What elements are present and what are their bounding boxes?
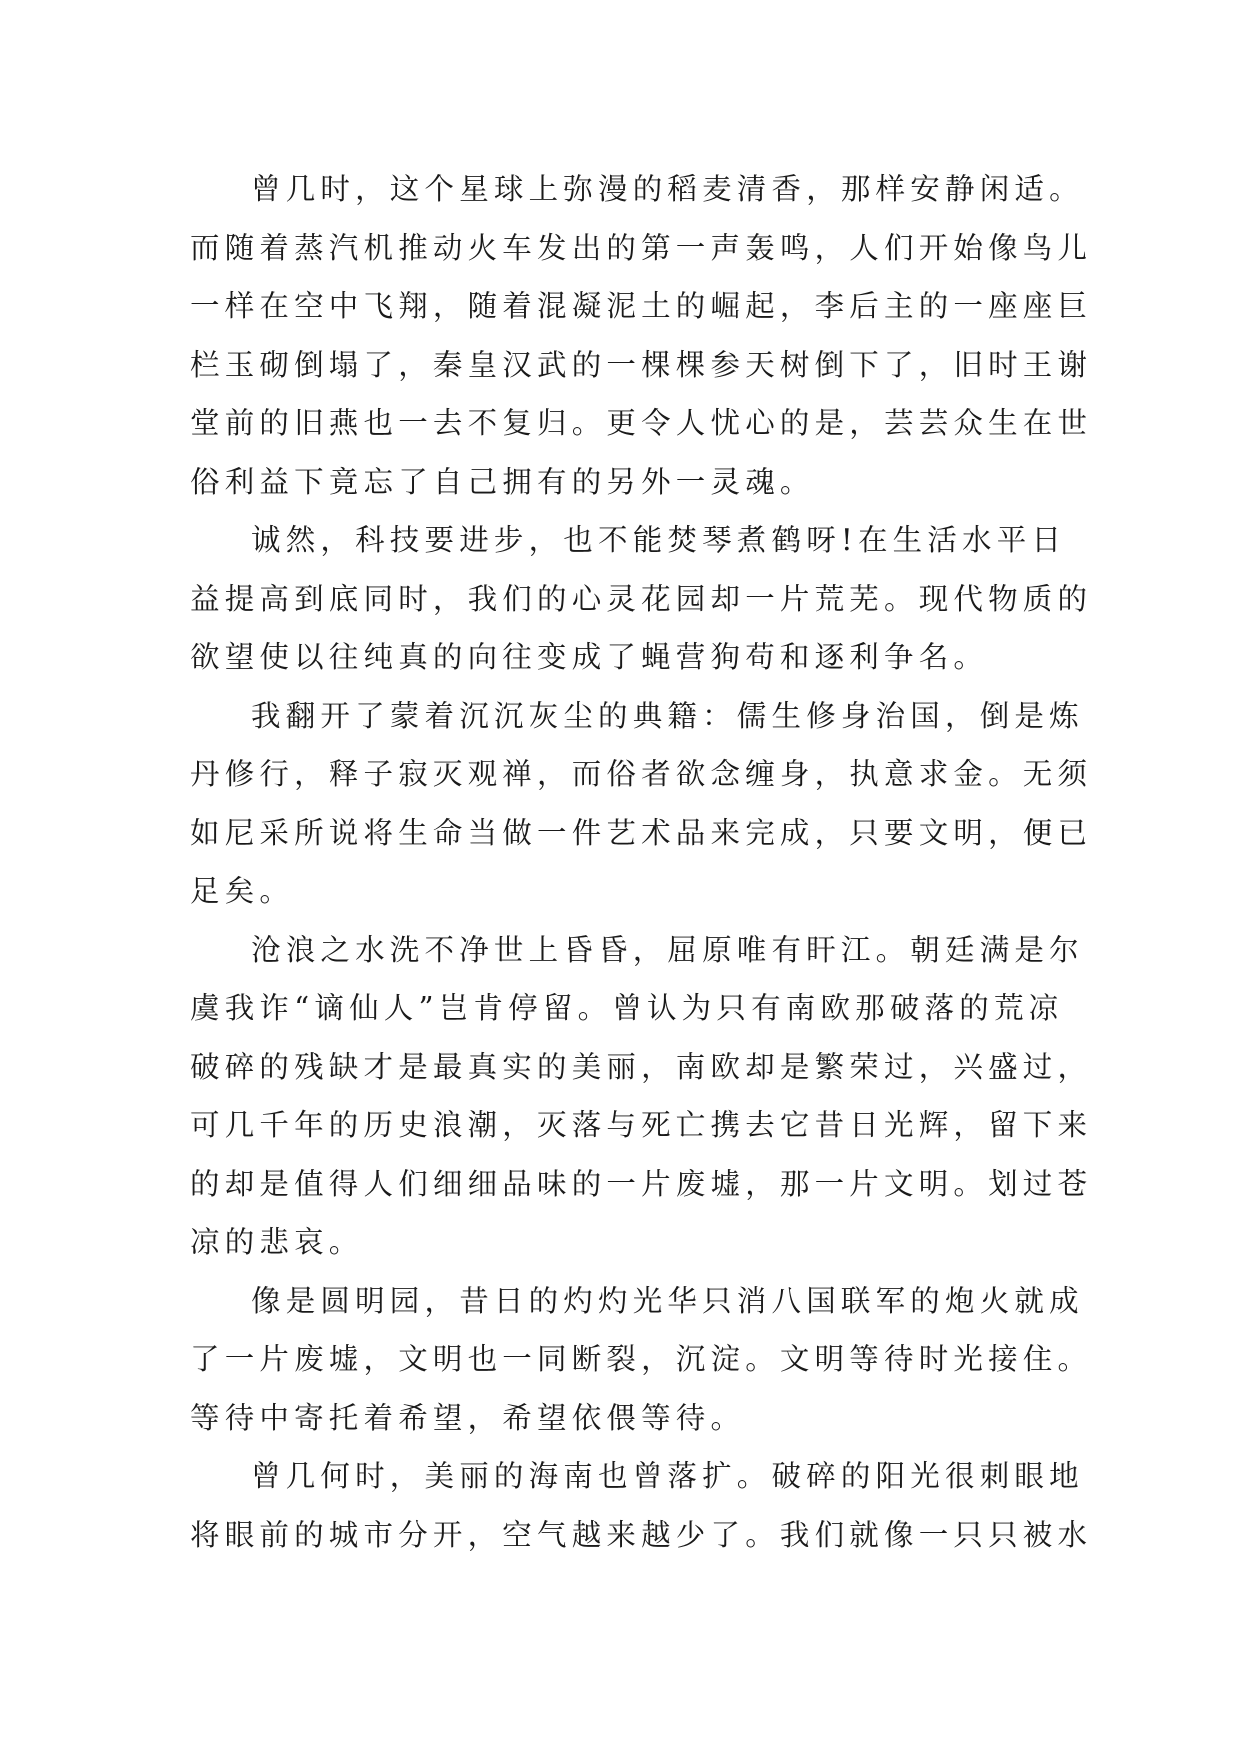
text-line: 了一片废墟，文明也一同断裂，沉淀。文明等待时光接住。 [190,1342,1093,1376]
text-line: 欲望使以往纯真的向往变成了蝇营狗苟和逐利争名。 [190,640,989,674]
text-line: 曾几时，这个星球上弥漫的稻麦清香，那样安静闲适。 [251,172,1084,206]
text-line: 俗利益下竟忘了自己拥有的另外一灵魂。 [190,464,815,499]
text-line: 足矣。 [190,874,295,908]
text-line: 凉的悲哀。 [190,1225,364,1259]
text-line: 我翻开了蒙着沉沉灰尘的典籍：儒生修身治国，倒是炼 [251,698,1084,733]
text-line: 将眼前的城市分开，空气越来越少了。我们就像一只只被水 [190,1517,1093,1552]
text-line: 沧浪之水洗不净世上昏昏，屈原唯有盰江。朝廷满是尔 [251,932,1084,967]
text-line: 曾几何时，美丽的海南也曾落扩。破碎的阳光很刺眼地 [251,1459,1084,1493]
essay-body [190,160,1093,1564]
paragraph-4 [190,921,1093,1272]
paragraph-6 [190,1447,1093,1564]
paragraph-2 [190,511,1093,687]
text-line: 益提高到底同时，我们的心灵花园却一片荒芜。现代物质的 [190,581,1093,616]
text-line: 栏玉砌倒塌了，秦皇汉武的一棵棵参天树倒下了，旧时王谢 [190,347,1093,382]
text-line: 等待中寄托着希望，希望依偎等待。 [190,1400,746,1435]
text-line: 虞我诈“谪仙人”岂肯停留。曾认为只有南欧那破落的荒凉 [190,991,1064,1025]
text-line: 可几千年的历史浪潮，灭落与死亡携去它昔日光辉，留下来 [190,1108,1093,1142]
text-line: 如尼采所说将生命当做一件艺术品来完成，只要文明，便已 [190,815,1093,850]
text-line: 丹修行，释子寂灭观禅，而俗者欲念缠身，执意求金。无须 [190,757,1093,791]
paragraph-1 [190,160,1093,511]
text-line: 像是圆明园，昔日的灼灼光华只消八国联军的炮火就成 [251,1283,1084,1318]
text-line: 一样在空中飞翔，随着混凝泥土的崛起，李后主的一座座巨 [190,289,1093,323]
paragraph-5 [190,1272,1093,1448]
text-line: 而随着蒸汽机推动火车发出的第一声轰鸣，人们开始像鸟儿 [190,230,1093,265]
text-line: 破碎的残缺才是最真实的美丽，南欧却是繁荣过，兴盛过， [190,1049,1093,1084]
paragraph-3 [190,687,1093,921]
text-line: 诚然，科技要进步，也不能焚琴煮鹤呀!在生活水平日 [251,523,1067,557]
text-line: 的却是值得人们细细品味的一片废墟，那一片文明。划过苍 [190,1166,1093,1201]
text-line: 堂前的旧燕也一去不复归。更令人忧心的是，芸芸众生在世 [190,406,1093,440]
